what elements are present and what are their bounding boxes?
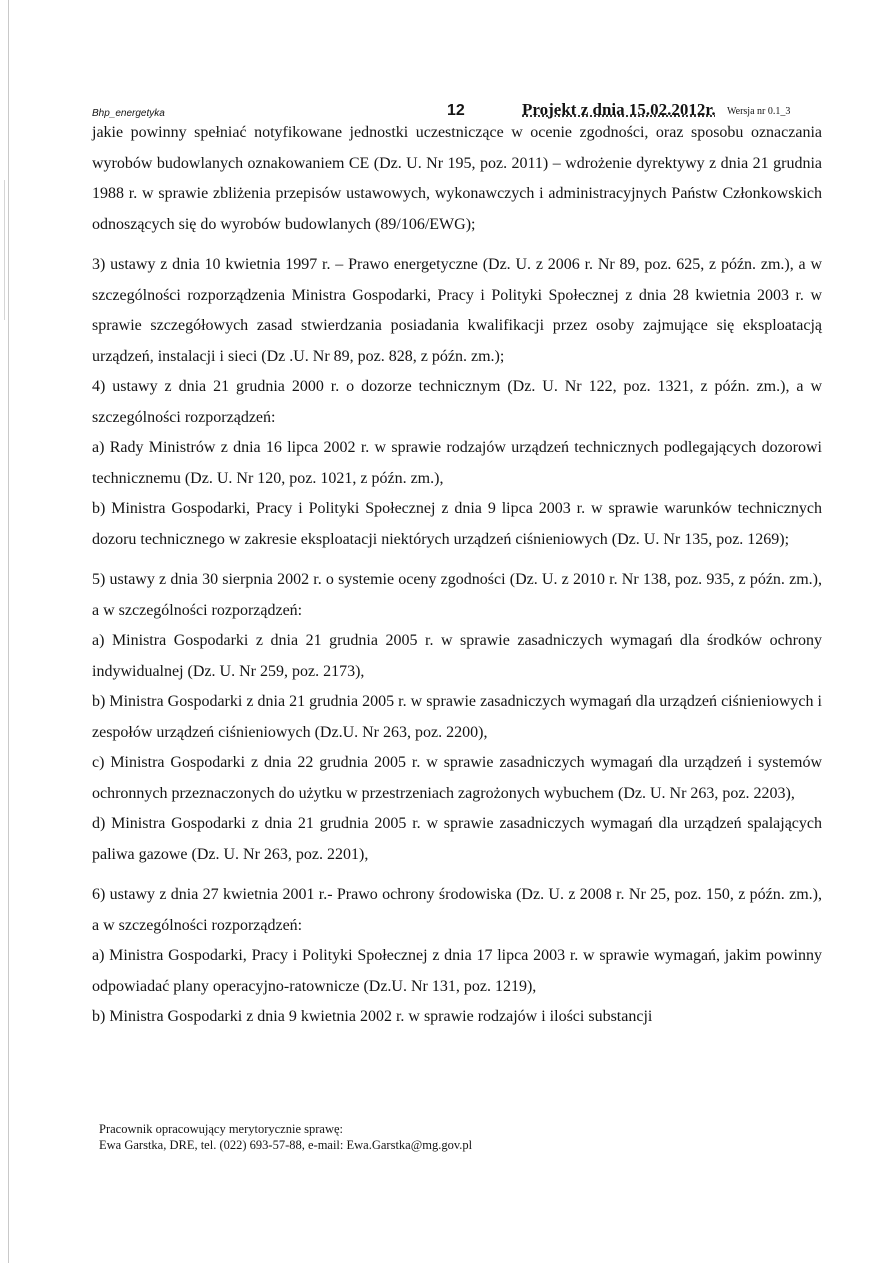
header-version: Wersja nr 0.1_3	[727, 106, 791, 117]
page-footer	[99, 1121, 799, 1153]
paragraph-item-6: 6) ustawy z dnia 27 kwietnia 2001 r.- Prawo ochrony środowiska (Dz. U. z 2008 r. Nr 25, poz. 150, z późn. zm.), a w szczególności rozporządzeń:	[92, 886, 822, 934]
paragraph-item-5b: b) Ministra Gospodarki z dnia 21 grudnia 2005 r. w sprawie zasadniczych wymagań dla urządzeń ciśnieniowych i zespołów urządzeń ciśnieniowych (Dz.U. Nr 263, poz. 2200),	[92, 693, 822, 741]
paragraph-item-5c: c) Ministra Gospodarki z dnia 22 grudnia 2005 r. w sprawie zasadniczych wymagań dla urządzeń i systemów ochronnych przeznaczonych do użytku w przestrzeniach zagrożonych wybuchem (Dz. U. Nr 263, poz. 2203),	[92, 754, 822, 802]
footer-author-label: Pracownik opracowujący merytorycznie sprawę:	[99, 1122, 344, 1136]
paragraph-item-5: 5) ustawy z dnia 30 sierpnia 2002 r. o systemie oceny zgodności (Dz. U. z 2010 r. Nr 138, poz. 935, z późn. zm.), a w szczególności rozporządzeń:	[92, 571, 822, 619]
scan-edge-mark	[4, 180, 5, 320]
paragraph-item-4a: a) Rady Ministrów z dnia 16 lipca 2002 r. w sprawie rodzajów urządzeń technicznych podlegających dozorowi technicznemu (Dz. U. Nr 120, poz. 1021, z późn. zm.),	[92, 439, 822, 487]
paragraph-item-4: 4) ustawy z dnia 21 grudnia 2000 r. o dozorze technicznym (Dz. U. Nr 122, poz. 1321, z późn. zm.), a w szczególności rozporządzeń:	[92, 378, 822, 426]
footer-contact: Ewa Garstka, DRE, tel. (022) 693-57-88, e-mail: Ewa.Garstka@mg.gov.pl	[99, 1138, 473, 1152]
paragraph-item-5a: a) Ministra Gospodarki z dnia 21 grudnia 2005 r. w sprawie zasadniczych wymagań dla środków ochrony indywidualnej (Dz. U. Nr 259, poz. 2173),	[92, 632, 822, 680]
header-project-date: Projekt z dnia 15.02.2012r.	[522, 100, 716, 119]
paragraph-item-3: 3) ustawy z dnia 10 kwietnia 1997 r. – Prawo energetyczne (Dz. U. z 2006 r. Nr 89, poz. 625, z późn. zm.), a w szczególności rozporządzenia Ministra Gospodarki, Pracy i Polityki Społecznej z dnia 28 kwietnia 2003 r. w sprawie szczegółowych zasad stwierdzania posiadania kwalifikacji przez osoby zajmujące się eksploatacją urządzeń, instalacji i sieci (Dz .U. Nr 89, poz. 828, z późn. zm.);	[92, 256, 822, 365]
scan-edge-line	[8, 0, 9, 1263]
header-page-number: 12	[447, 102, 465, 119]
document-body	[92, 118, 822, 1033]
paragraph-item-6a: a) Ministra Gospodarki, Pracy i Polityki Społecznej z dnia 17 lipca 2003 r. w sprawie wymagań, jakim powinny odpowiadać plany operacyjno-ratownicze (Dz.U. Nr 131, poz. 1219),	[92, 947, 822, 995]
paragraph-item-4b: b) Ministra Gospodarki, Pracy i Polityki Społecznej z dnia 9 lipca 2003 r. w sprawie warunków technicznych dozoru technicznego w zakresie eksploatacji niektórych urządzeń ciśnieniowych (Dz. U. Nr 135, poz. 1269);	[92, 500, 822, 548]
paragraph-item-5d: d) Ministra Gospodarki z dnia 21 grudnia 2005 r. w sprawie zasadniczych wymagań dla urządzeń spalających paliwa gazowe (Dz. U. Nr 263, poz. 2201),	[92, 815, 822, 863]
paragraph-continuation: jakie powinny spełniać notyfikowane jednostki uczestniczące w ocenie zgodności, oraz sposobu oznaczania wyrobów budowlanych oznakowaniem CE (Dz. U. Nr 195, poz. 2011) – wdrożenie dyrektywy z dnia 21 grudnia 1988 r. w sprawie zbliżenia przepisów ustawowych, wykonawczych i administracyjnych Państw Członkowskich odnoszących się do wyrobów budowlanych (89/106/EWG);	[92, 124, 822, 233]
header-doc-name: Bhp_energetyka	[92, 108, 165, 119]
paragraph-item-6b: b) Ministra Gospodarki z dnia 9 kwietnia 2002 r. w sprawie rodzajów i ilości substancji	[92, 1008, 653, 1025]
